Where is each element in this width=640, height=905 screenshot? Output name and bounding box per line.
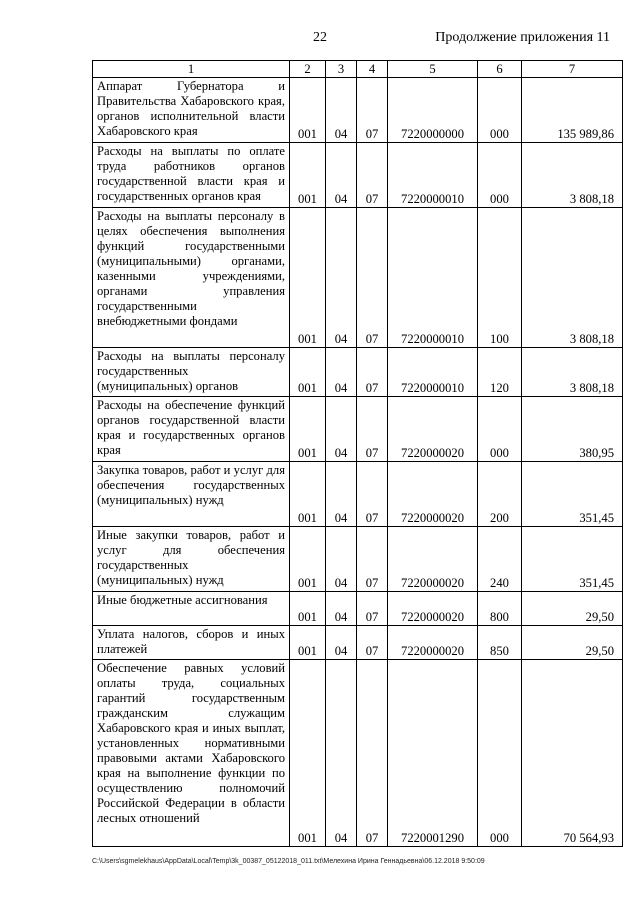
table-row [93, 397, 623, 462]
code-cell: 04 [326, 348, 357, 397]
expense-name: Расходы на выплаты персоналу государственных (муниципальных) органов [93, 348, 290, 397]
column-header: 7 [522, 61, 623, 78]
expense-name: Иные закупки товаров, работ и услуг для обеспечения государственных (муниципальных) нужд [93, 527, 290, 592]
amount-cell: 380,95 [522, 397, 623, 462]
code-cell: 07 [357, 660, 388, 847]
amount-cell: 70 564,93 [522, 660, 623, 847]
code-cell: 7220001290 [388, 660, 478, 847]
code-cell: 04 [326, 462, 357, 527]
expense-name: Расходы на обеспечение функций органов государственной власти края и государственных органов края [93, 397, 290, 462]
code-cell: 07 [357, 462, 388, 527]
code-cell: 001 [290, 397, 326, 462]
code-cell: 07 [357, 78, 388, 143]
amount-cell: 29,50 [522, 626, 623, 660]
table-row [93, 208, 623, 348]
expense-name: Обеспечение равных условий оплаты труда, социальных гарантий государственным гражданским служащим Хабаровского края и иных выплат, установленных нормативными правовыми актами Хабаровского края на выполнение функции по осуществлению полномочий Российской Федерации в области лесных отношений [93, 660, 290, 847]
table-row [93, 626, 623, 660]
code-cell: 04 [326, 527, 357, 592]
amount-cell: 351,45 [522, 527, 623, 592]
code-cell: 000 [478, 397, 522, 462]
table-row [93, 592, 623, 626]
code-cell: 001 [290, 592, 326, 626]
code-cell: 07 [357, 397, 388, 462]
expense-name: Аппарат Губернатора и Правительства Хабаровского края, органов исполнительной власти Хабаровского края [93, 78, 290, 143]
code-cell: 001 [290, 462, 326, 527]
column-header: 3 [326, 61, 357, 78]
code-cell: 04 [326, 626, 357, 660]
table-row [93, 660, 623, 847]
amount-cell: 3 808,18 [522, 143, 623, 208]
code-cell: 7220000020 [388, 592, 478, 626]
code-cell: 04 [326, 592, 357, 626]
code-cell: 000 [478, 78, 522, 143]
code-cell: 240 [478, 527, 522, 592]
code-cell: 7220000010 [388, 348, 478, 397]
expense-name: Расходы на выплаты по оплате труда работников органов государственной власти края и государственных органов края [93, 143, 290, 208]
budget-table [92, 60, 623, 847]
code-cell: 04 [326, 208, 357, 348]
amount-cell: 29,50 [522, 592, 623, 626]
code-cell: 001 [290, 78, 326, 143]
code-cell: 000 [478, 660, 522, 847]
code-cell: 07 [357, 143, 388, 208]
code-cell: 07 [357, 592, 388, 626]
code-cell: 7220000020 [388, 397, 478, 462]
code-cell: 7220000020 [388, 626, 478, 660]
code-cell: 7220000010 [388, 208, 478, 348]
column-header: 6 [478, 61, 522, 78]
amount-cell: 351,45 [522, 462, 623, 527]
code-cell: 001 [290, 660, 326, 847]
expense-name: Иные бюджетные ассигнования [93, 592, 290, 626]
code-cell: 7220000020 [388, 462, 478, 527]
code-cell: 120 [478, 348, 522, 397]
table-header-row [93, 61, 623, 78]
code-cell: 001 [290, 527, 326, 592]
page-number: 22 [313, 30, 327, 45]
code-cell: 200 [478, 462, 522, 527]
code-cell: 07 [357, 527, 388, 592]
code-cell: 04 [326, 78, 357, 143]
table-row [93, 527, 623, 592]
code-cell: 7220000010 [388, 143, 478, 208]
code-cell: 7220000000 [388, 78, 478, 143]
amount-cell: 3 808,18 [522, 348, 623, 397]
footer-file-path: C:\Users\sgmelekhaus\AppData\Local\Temp\3k_00387_05122018_011.txt\Мелехина Ирина Геннадьевна\06.12.2018 9:50:09 [92, 858, 485, 865]
code-cell: 000 [478, 143, 522, 208]
table-row [93, 143, 623, 208]
code-cell: 001 [290, 143, 326, 208]
column-header: 5 [388, 61, 478, 78]
code-cell: 07 [357, 626, 388, 660]
code-cell: 7220000020 [388, 527, 478, 592]
code-cell: 001 [290, 348, 326, 397]
column-header: 1 [93, 61, 290, 78]
expense-name: Закупка товаров, работ и услуг для обеспечения государственных (муниципальных) нужд [93, 462, 290, 527]
expense-name: Уплата налогов, сборов и иных платежей [93, 626, 290, 660]
code-cell: 100 [478, 208, 522, 348]
column-header: 4 [357, 61, 388, 78]
table-row [93, 462, 623, 527]
expense-name: Расходы на выплаты персоналу в целях обеспечения выполнения функций государственными (муниципальными) органами, казенными учреждениями, органами управления государственными внебюджетными фондами [93, 208, 290, 348]
code-cell: 800 [478, 592, 522, 626]
code-cell: 001 [290, 626, 326, 660]
column-header: 2 [290, 61, 326, 78]
code-cell: 001 [290, 208, 326, 348]
code-cell: 04 [326, 143, 357, 208]
code-cell: 07 [357, 348, 388, 397]
table-row [93, 348, 623, 397]
appendix-continuation-note: Продолжение приложения 11 [435, 30, 610, 45]
code-cell: 04 [326, 397, 357, 462]
amount-cell: 135 989,86 [522, 78, 623, 143]
code-cell: 04 [326, 660, 357, 847]
code-cell: 850 [478, 626, 522, 660]
table-row [93, 78, 623, 143]
code-cell: 07 [357, 208, 388, 348]
amount-cell: 3 808,18 [522, 208, 623, 348]
